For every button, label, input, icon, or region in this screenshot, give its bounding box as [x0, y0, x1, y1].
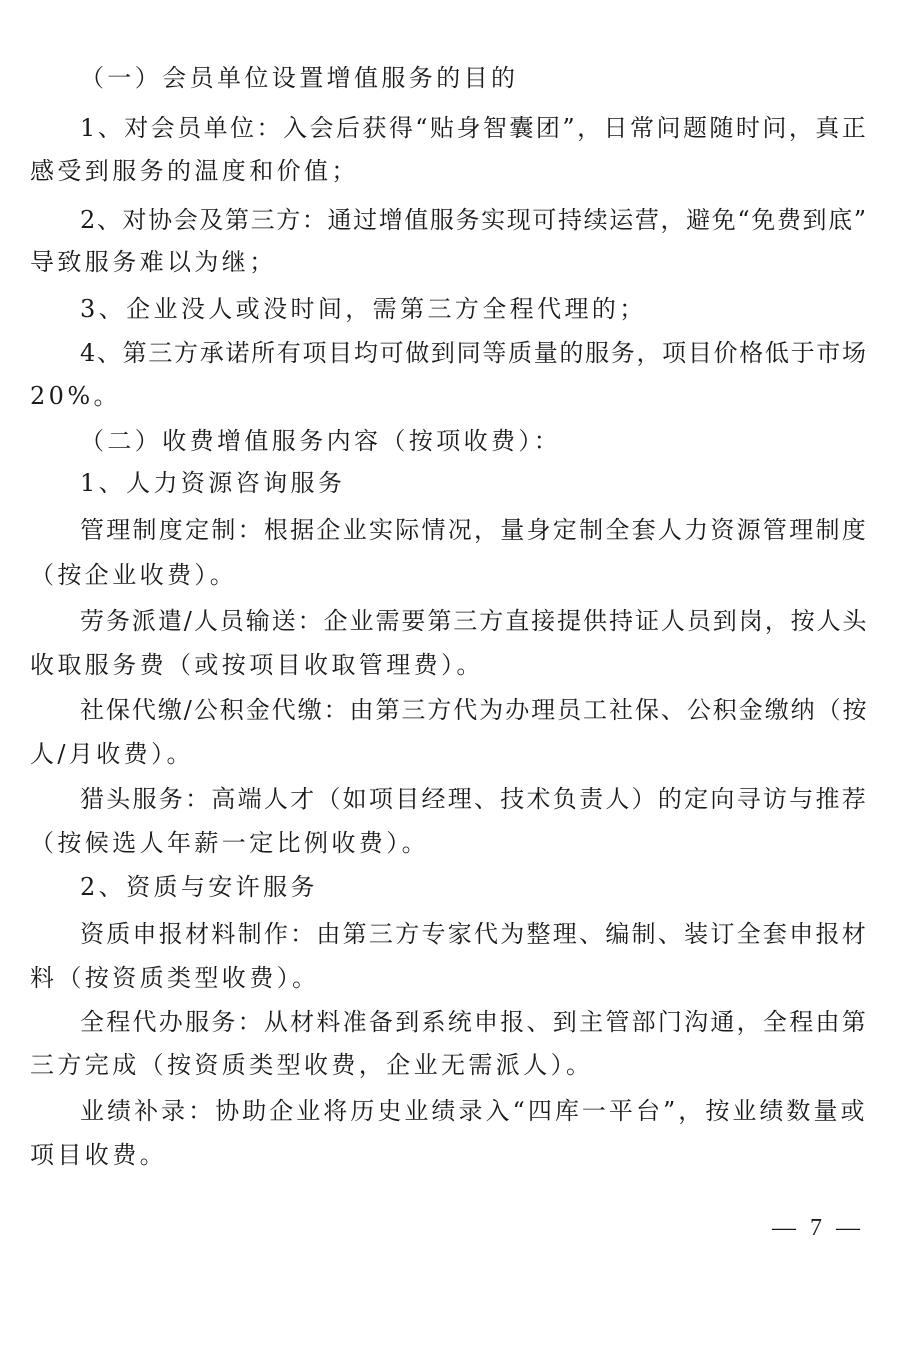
sub2-p3-line1: 业绩补录：协助企业将历史业绩录入“四库一平台”，按业绩数量或	[80, 1097, 868, 1125]
sub1-p1-line1: 管理制度定制：根据企业实际情况，量身定制全套人力资源管理制度	[80, 516, 868, 544]
section1-item2-line2: 导致服务难以为继；	[30, 248, 277, 276]
sub1-p3-line2: 人/月收费）。	[30, 740, 194, 768]
section1-heading: （一）会员单位设置增值服务的目的	[80, 64, 519, 92]
section1-item2-line1: 2、对协会及第三方：通过增值服务实现可持续运营，避免“免费到底”	[80, 206, 868, 234]
section1-item4-line1: 4、第三方承诺所有项目均可做到同等质量的服务，项目价格低于市场	[80, 339, 868, 367]
sub2-p2-line2: 三方完成（按资质类型收费，企业无需派人）。	[30, 1051, 594, 1079]
page-number: — 7 —	[772, 1215, 864, 1241]
sub2-p1-line1: 资质申报材料制作：由第三方专家代为整理、编制、装订全套申报材	[80, 920, 868, 948]
sub1-p2-line1: 劳务派遣/人员输送：企业需要第三方直接提供持证人员到岗，按人头	[80, 607, 869, 635]
sub1-p4-line2: （按候选人年薪一定比例收费）。	[30, 829, 429, 857]
sub1-p3-line1: 社保代缴/公积金代缴：由第三方代为办理员工社保、公积金缴纳（按	[80, 696, 869, 724]
section1-item4-line2: 20%。	[30, 382, 121, 410]
section2-heading: （二）收费增值服务内容（按项收费）：	[80, 427, 562, 455]
section1-item1-line2: 感受到服务的温度和价值；	[30, 157, 359, 185]
section1-item1-line1: 1、对会员单位：入会后获得“贴身智囊团”，日常问题随时问，真正	[80, 114, 869, 142]
section1-item3: 3、企业没人或没时间，需第三方全程代理的；	[80, 295, 647, 323]
sub1-p2-line2: 收取服务费（或按项目收取管理费）。	[30, 651, 484, 679]
sub1-p4-line1: 猎头服务：高端人才（如项目经理、技术负责人）的定向寻访与推荐	[80, 785, 868, 813]
sub1-p1-line2: （按企业收费）。	[30, 561, 238, 589]
sub2-title: 2、资质与安许服务	[80, 873, 318, 901]
sub1-title: 1、人力资源咨询服务	[80, 469, 346, 497]
sub2-p2-line1: 全程代办服务：从材料准备到系统申报、到主管部门沟通，全程由第	[80, 1008, 868, 1036]
sub2-p1-line2: 料（按资质类型收费）。	[30, 964, 320, 992]
sub2-p3-line2: 项目收费。	[30, 1141, 167, 1169]
